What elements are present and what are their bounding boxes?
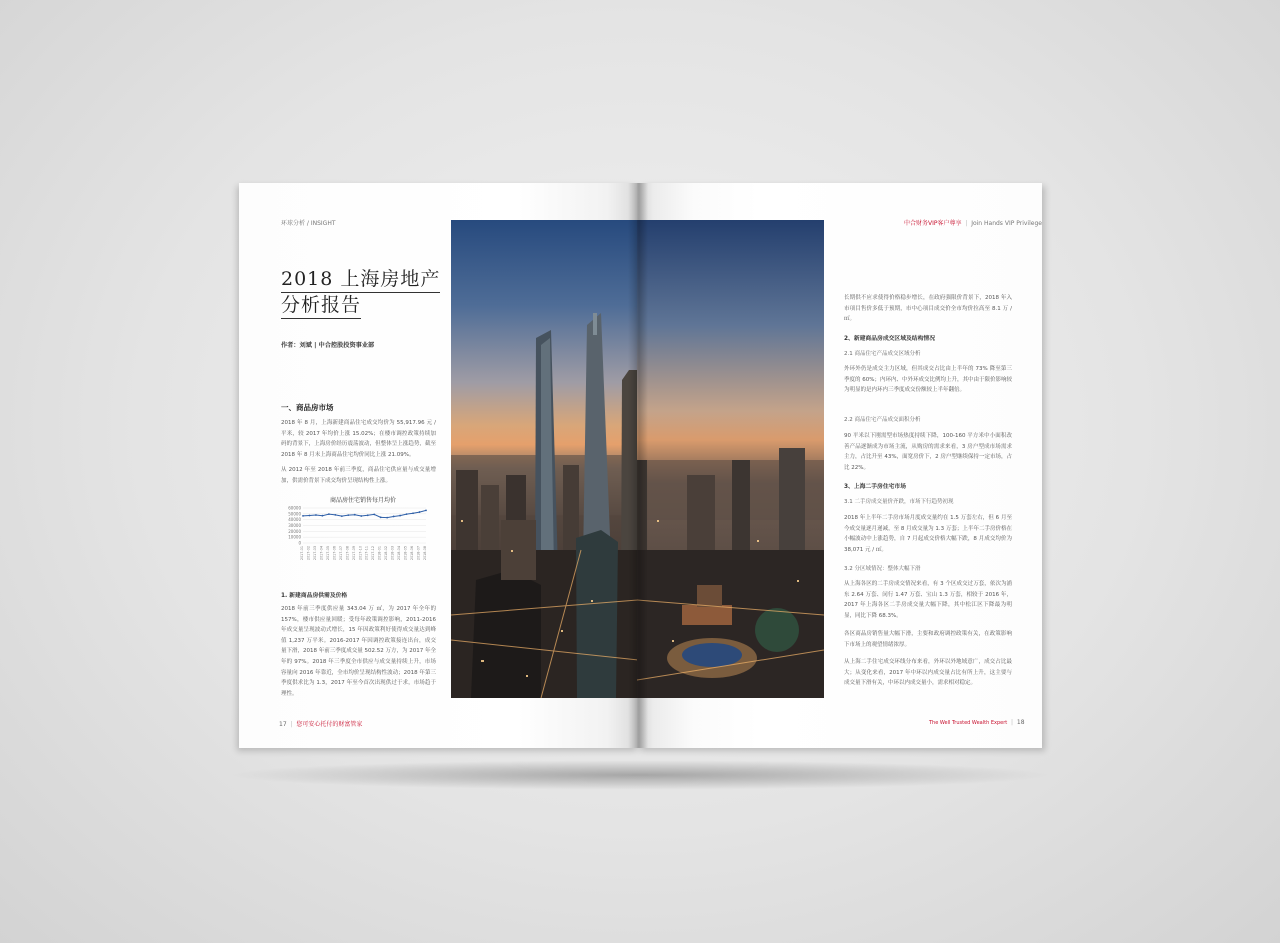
header-english-text: Join Hands VIP Privilege — [971, 220, 1042, 227]
chart-data-point — [341, 515, 343, 517]
page-footer: 17 | 您可安心托付的财富管家 — [279, 721, 363, 728]
skyline-illustration-right — [637, 220, 824, 698]
chart-data-point — [406, 513, 408, 515]
title-line-2: 分析报告 — [281, 293, 361, 319]
footer-slogan: 您可安心托付的财富管家 — [296, 721, 363, 728]
header-red-text: 中合财务VIP客户尊享 — [904, 220, 962, 227]
chart-x-tick-label: 2017-11 — [364, 546, 369, 561]
right-page-number: 18 — [1016, 719, 1025, 726]
chart-data-point — [302, 515, 304, 517]
page-number: 17 — [279, 721, 287, 728]
chart-x-tick-label: 2017-02 — [306, 546, 311, 561]
chart-x-tick-label: 2018-01 — [377, 546, 382, 561]
chart-x-tick-label: 2018-05 — [403, 546, 408, 561]
right-page — [637, 183, 1042, 748]
magazine-shadow — [225, 760, 1055, 790]
chart-data-point — [354, 514, 356, 516]
chart-x-tick-label: 2017-10 — [358, 546, 363, 561]
title-line-1: 2018 上海房地产 — [281, 267, 440, 293]
r-paragraph-2: 外环外仍是成交主力区域，但其成交占比由上半年的 73% 降至第三季度的 60%；内环内、中外环成交比例均上升，其中由于限价影响较为明显的是内环内三季度成交份额较上半年翻倍。 — [844, 366, 1012, 394]
r-subheading-3-2: 3.2 分区域情况：整体大幅下滑 — [844, 566, 921, 572]
chart-data-point — [399, 515, 401, 517]
chart-x-tick-label: 2017-04 — [319, 546, 324, 561]
right-page-footer: The Well Trusted Wealth Expert | 18 — [929, 719, 1025, 726]
r-paragraph-1: 长期供不应求使得价格稳步增长，在政府强限价背景下，2018 年入市项目售价多低于预期，市中心项目成交价全市均价拉高至 8.1 万 / ㎡。 — [844, 295, 1012, 323]
price-line-chart — [281, 495, 429, 587]
skyline-illustration-left — [451, 220, 638, 698]
author-line: 作者：刘斌 | 中合控股投资事业部 — [281, 342, 375, 349]
chart-x-tick-label: 2017-07 — [338, 546, 343, 561]
chart-grid — [303, 508, 426, 543]
chart-x-tick-label: 2018-08 — [423, 546, 427, 561]
chart-y-tick-label: 40000 — [288, 517, 301, 523]
chart-title: 商品房住宅销售每月均价 — [329, 497, 397, 504]
left-page — [239, 183, 639, 748]
r-subheading-2-1: 2.1 商品住宅产品成交区域分析 — [844, 351, 921, 357]
chart-data-point — [334, 514, 336, 516]
chart-x-tick-label: 2017-09 — [351, 546, 356, 561]
page-title — [281, 267, 440, 319]
chart-data-point — [393, 516, 395, 518]
chart-data-point — [412, 512, 414, 514]
chart-x-tick-label: 2018-04 — [397, 546, 402, 561]
chart-data-point — [386, 517, 388, 519]
chart-data-point — [328, 513, 330, 515]
chart-data-point — [380, 516, 382, 518]
chart-x-tick-label: 2017-05 — [325, 546, 330, 561]
r-paragraph-6: 各区商品房销售量大幅下滑，主要和政府调控政策有关，在政策影响下市场上的观望情绪浓厚。 — [844, 631, 1012, 648]
r-paragraph-3: 90 平米以下刚需型市场热度持续下降，100-160 平方米中小面积改善产品逐渐成为市场主流，从购房的需求来看，3 房户型成市场需求主力，占比升至 43%，面宽房价下，2 房户型继续保持一定市场，占比 22%。 — [844, 433, 1012, 471]
city-skyline-photo-right — [637, 220, 824, 698]
chart-y-tick-label: 10000 — [288, 534, 301, 540]
chart-y-tick-label: 50000 — [288, 511, 301, 517]
magazine-spine — [628, 183, 648, 748]
chart-data-point — [309, 515, 311, 517]
chart-y-tick-label: 0 — [298, 540, 301, 546]
chart-x-tick-label: 2017-06 — [332, 546, 337, 561]
chart-data-point — [425, 509, 427, 511]
subheading: 1. 新建商品房供需及价格 — [281, 593, 348, 599]
chart-x-tick-label: 2017-12 — [371, 546, 376, 561]
chart-x-tick-label: 2018-03 — [390, 546, 395, 561]
chart-y-tick-label: 20000 — [288, 528, 301, 534]
chart-data-point — [315, 514, 317, 516]
r-paragraph-5: 从上海各区的二手房成交情况来看，有 3 个区成交过万套，依次为浦东 2.64 万套、闵行 1.47 万套、宝山 1.3 万套，相较于 2016 年，2017 年上海各区二手房成交量大幅下降，其中松江区下降最为明显，同比下降 68.3%。 — [844, 581, 1012, 619]
city-skyline-photo-left — [451, 220, 638, 698]
chart-y-tick-label: 30000 — [288, 523, 301, 528]
footer-english-slogan: The Well Trusted Wealth Expert — [929, 720, 1008, 726]
chart-data-point — [322, 515, 324, 517]
right-header: 中合财务VIP客户尊享 | Join Hands VIP Privilege — [904, 220, 1042, 227]
chart-x-tick-label: 2017-03 — [312, 546, 317, 561]
chart-data-point — [373, 514, 375, 516]
chart-data-point — [367, 514, 369, 516]
chart-x-tick-label: 2018-02 — [384, 546, 389, 561]
paragraph-3: 2018 年前三季度供应量 343.04 万 ㎡，为 2017 年全年的 157%，楼市供应量回暖；受每年政策调控影响，2011-2016 年成交量呈现波动式增长，15 年因政策利好使得成交量达到峰值 1,237 万平米。2016-2017 年因调控政策接连出台，成交量下滑，2018 年前三季度成交量 502.52 万方，为 2017 年全年的 97%。2018 年三季度全市供应与成交量持续上升，市场容量向 2016 年靠近，全市均价呈现结构性波动；2018 年第三季度供求比为 1.3，2017 年至今首次出现供过于求，市场趋于理性。 — [281, 606, 436, 697]
chart-x-tick-label: 2018-07 — [416, 546, 421, 561]
paragraph-2: 从 2012 年至 2018 年前三季度，商品住宅供应量与成交量增加，供需价背景下成交均价呈现结构性上涨。 — [281, 467, 436, 484]
chart-x-tick-label: 2017-08 — [345, 546, 350, 561]
chart-y-axis — [288, 506, 301, 546]
r-paragraph-4: 2018 年上半年二手房市场月度成交量约在 1.5 万套左右，但 6 月至今成交量逐月递减，至 8 月成交量为 1.3 万套；上半年二手房价格在小幅波动中上涨趋势，自 7 月起成交价格大幅下跌，8 月成交均价为 38,071 元 / ㎡。 — [844, 515, 1012, 553]
r-section-3-heading: 3、上海二手房住宅市场 — [844, 484, 907, 490]
chart-data-point — [347, 514, 349, 516]
r-paragraph-7: 从上海二手住宅成交环线分布来看，外环以外地域意广，成交占比最大；从变化来看，2017 年中环以内成交量占比有所上升，这主要与成交量下滑有关，中环以内成交量小，需求相对稳定。 — [844, 659, 1012, 687]
paragraph-1: 2018 年 8 月，上海新建商品住宅成交均价为 55,917.96 元 / 平米，较 2017 年均价上涨 15.02%；在楼市调控政策持续加码的背景下，上海房价经历震荡波动，但整体呈上涨趋势，截至 2018 年 8 月末上海商品住宅均价同比上涨 21.09%。 — [281, 420, 436, 458]
r-subheading-3-1: 3.1 二手房成交量价齐跌，市场下行趋势初现 — [844, 499, 954, 505]
chart-x-tick-label: 2017-01 — [300, 546, 304, 561]
chart-x-tick-label: 2018-06 — [410, 546, 415, 561]
chart-data-point — [419, 511, 421, 513]
chart-data-point — [360, 515, 362, 517]
chart-x-axis — [300, 546, 427, 560]
section-header: 环球分析 / INSIGHT — [281, 220, 336, 227]
r-section-2-heading: 2、新建商品房成交区域及结构情况 — [844, 336, 935, 342]
section-heading: 一、商品房市场 — [281, 403, 334, 412]
chart-y-tick-label: 60000 — [288, 505, 301, 511]
r-subheading-2-2: 2.2 商品住宅产品成交面积分析 — [844, 417, 921, 423]
